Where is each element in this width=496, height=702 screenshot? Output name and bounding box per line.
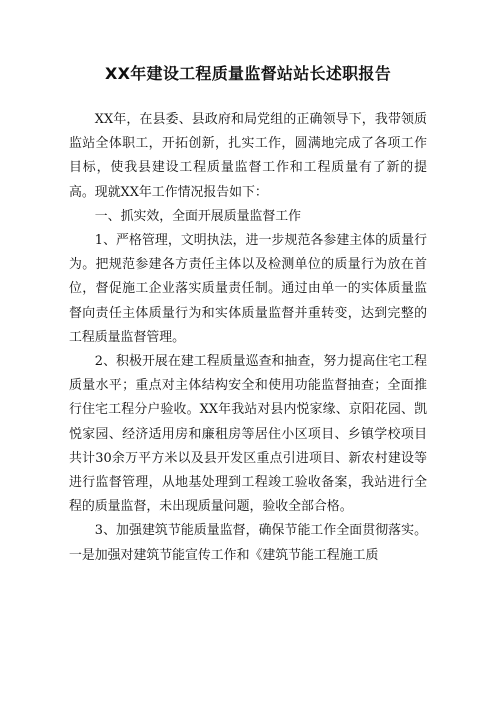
paragraph-item-1: 1、严格管理，文明执法，进一步规范各参建主体的质量行为。把规范参建各方责任主体以及检测单位的质量行为放在首位，督促施工企业落实质量责任制。通过由单一的实体质量监督向责任主体质量行为和实体质量监督并重转变，达到完整的工程质量监督管理。 — [69, 233, 427, 345]
paragraph-intro: XX年，在县委、县政府和局党组的正确领导下，我带领质监站全体职工，开拓创新，扎实工作，圆满地完成了各项工作目标，使我县建设工程质量监督工作和工程质量有了新的提高。现就XX年工作情况报告如下： — [69, 112, 427, 200]
section-heading-1: 一、抓实效，全面开展质量监督工作 — [94, 208, 302, 224]
paragraph-item-3: 3、加强建筑节能质量监督，确保节能工作全面贯彻落实。一是加强对建筑节能宣传工作和《建筑节能工程施工质 — [69, 523, 427, 563]
document-title: XX年建设工程质量监督站站长述职报告 — [104, 64, 392, 83]
paragraph-item-2: 2、积极开展在建工程质量巡查和抽查，努力提高住宅工程质量水平；重点对主体结构安全和使用功能监督抽查；全面推行住宅工程分户验收。XX年我站对县内悦家缘、京阳花园、凯悦家园、经济适用房和廉租房等居住小区项目、乡镇学校项目共计30余万平方米以及县开发区重点引进项目、新农村建设等进行监督管理，从地基处理到工程竣工验收备案，我站进行全程的质量监督，未出现质量问题，验收全部合格。 — [69, 354, 427, 515]
